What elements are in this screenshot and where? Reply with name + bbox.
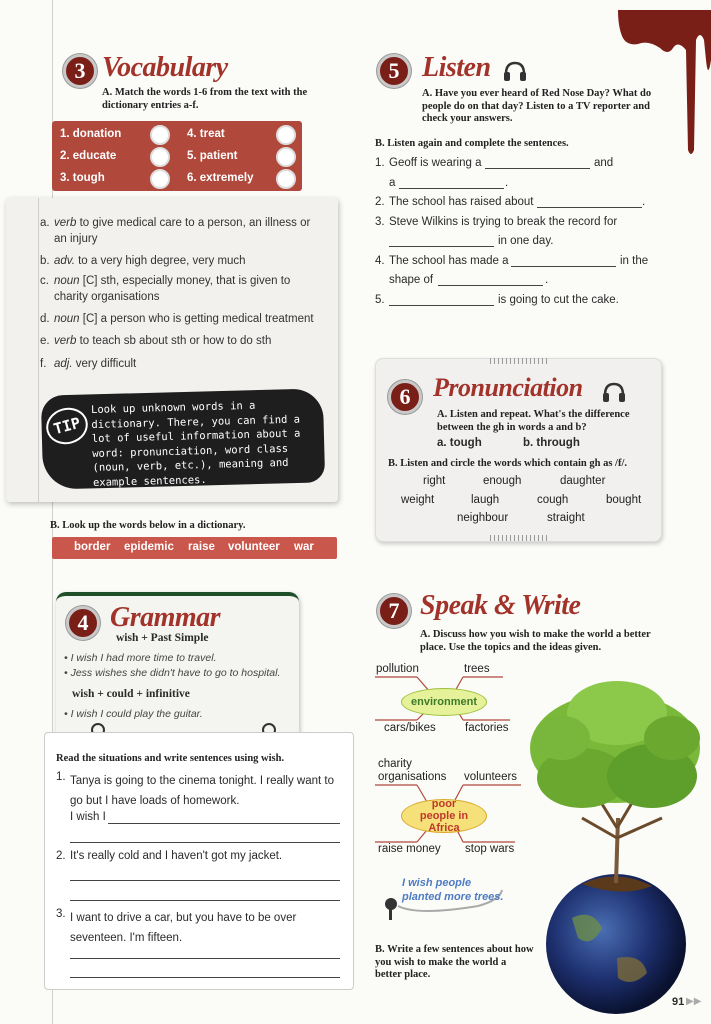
item-number: 1. [375,157,385,169]
headphones-icon [602,381,626,408]
dictionary-entry: a. verb to give medical care to a person, an illness or an injury [40,217,311,245]
answer-circle[interactable] [276,169,296,189]
bubble-text: I wish people planted more trees. [402,877,504,903]
answer-line[interactable] [70,977,340,978]
grammar-example: • I wish I had more time to travel. [64,652,217,664]
instruction: Read the situations and write sentences using wish. [56,753,285,764]
answer-circle[interactable] [276,125,296,145]
sentence-text: . [642,196,646,208]
mindmap-topic: raise money [378,843,441,855]
sentence-text: Steve Wilkins is trying to break the record for [389,216,618,228]
sentence-text: shape of [389,274,434,286]
section-title: Speak & Write [420,590,581,621]
lookup-word: border [74,541,111,553]
word-2: 2. educate [60,150,117,162]
mindmap-topic: stop wars [465,843,515,855]
item-number: 2. [56,850,66,862]
section-number: 3 [63,54,97,88]
section-number: 6 [388,380,422,414]
situation-text: Tanya is going to the cinema tonight. I really want to go but I have loads of homework. [70,775,335,807]
sentence-text: The school has raised about [389,196,534,208]
sentence-text: a [389,177,396,189]
dictionary-entry: b. adv. to a very high degree, very much [40,255,246,267]
tree-globe-illustration [522,668,708,1018]
answer-line[interactable] [70,958,340,959]
sentence-text: is going to cut the cake. [498,294,619,306]
pron-word[interactable]: neighbour [457,512,509,524]
dictionary-entry: f. adj. very difficult [40,358,137,370]
mindmap-topic: volunteers [464,771,518,783]
lookup-word: epidemic [124,541,174,553]
example-b: b. through [523,437,580,449]
book-spine [38,198,39,502]
sentence-text: . [545,274,549,286]
pron-word[interactable]: laugh [471,494,500,506]
pron-word[interactable]: enough [483,475,522,487]
section-number: 7 [377,594,411,628]
answer-blank[interactable] [399,188,504,189]
instruction-a: A. Listen and repeat. What's the difference between the gh in words a and b? [437,409,630,433]
answer-line[interactable] [70,842,340,843]
pron-word[interactable]: bought [606,494,642,506]
item-number: 4. [375,255,385,267]
mindmap-topic: pollution [376,663,419,675]
mindmap-center: environment [401,688,487,716]
answer-blank[interactable] [389,246,494,247]
pron-word[interactable]: daughter [560,475,606,487]
match-words-box [52,121,302,191]
instruction-b: B. Look up the words below in a dictionary. [50,520,246,531]
grammar-rule: wish + Past Simple [116,632,209,644]
item-number: 1. [56,771,66,783]
answer-line[interactable] [108,823,340,824]
section-number: 5 [377,54,411,88]
mindmap-topic: factories [465,722,509,734]
item-number: 5. [375,294,385,306]
sentence-text: The school has made a [389,255,509,267]
answer-line[interactable] [70,880,340,881]
instruction-a: A. Have you ever heard of Red Nose Day? What do people do on that day? Listen to a TV reporter and check your answers. [422,88,652,124]
instruction-b: B. Listen and circle the words which contain gh as /f/. [388,458,627,469]
word-3: 3. tough [60,172,105,184]
tip-label: TIP [42,403,92,449]
answer-circle[interactable] [150,147,170,167]
word-6: 6. extremely [187,172,254,184]
tip-text: Look up unknown words in a dictionary. There, you can find a lot of useful information about a word: pronunciation, word class (noun, verb, etc.), meaning and example sentences. [90,399,301,489]
section-title: Pronunciation [433,373,583,402]
section-title: Vocabulary [102,52,228,83]
item-number: 3. [56,908,66,920]
sentence-text: in the [620,255,649,267]
pron-word[interactable]: weight [401,494,435,506]
lookup-words-bar [52,537,337,559]
pron-word[interactable]: right [423,475,446,487]
answer-blank[interactable] [537,207,642,208]
section-title: Grammar [110,602,221,633]
sentence-text: Geoff is wearing a [389,157,482,169]
answer-circle[interactable] [276,147,296,167]
section-title: Listen [422,52,491,83]
answer-line[interactable] [70,900,340,901]
sentence-text: in one day. [498,235,554,247]
mindmap-topic: trees [464,663,490,675]
word-1: 1. donation [60,128,122,140]
instruction-a: A. Discuss how you wish to make the world a better place. Use the topics and the ideas given. [420,629,651,653]
lookup-word: volunteer [228,541,280,553]
headphones-icon [503,60,527,87]
item-number: 3. [375,216,385,228]
page-number: 91 [672,996,685,1008]
drip-decoration [618,0,711,160]
answer-blank[interactable] [389,305,494,306]
situation-text: It's really cold and I haven't got my jacket. [70,850,283,862]
box-tab [490,535,550,541]
dictionary-entry: e. verb to teach sb about sth or how to do sth [40,335,272,347]
answer-blank[interactable] [485,168,590,169]
answer-circle[interactable] [150,125,170,145]
word-5: 5. patient [187,150,238,162]
mindmap-center: poor people in Africa [401,799,487,833]
answer-blank[interactable] [511,266,616,267]
box-tab [490,358,550,364]
sentence-text: and [594,157,614,169]
answer-blank[interactable] [438,285,543,286]
word-4: 4. treat [187,128,225,140]
mindmap-topic: charity organisations [378,758,447,783]
grammar-example: • Jess wishes she didn't have to go to hospital. [64,667,281,679]
instruction-b: B. Write a few sentences about how you wish to make the world a better place. [375,944,534,980]
lookup-word: war [294,541,314,553]
grammar-example: • I wish I could play the guitar. [64,708,203,720]
pron-word[interactable]: cough [537,494,569,506]
mindmap-topic: cars/bikes [384,722,436,734]
pron-word[interactable]: straight [547,512,585,524]
grammar-rule: wish + could + infinitive [72,688,190,700]
answer-circle[interactable] [150,169,170,189]
dictionary-entry: d. noun [C] a person who is getting medical treatment [40,313,314,325]
dictionary-entry: c. noun [C] sth, especially money, that is given to charity organisations [40,275,291,303]
instruction-b: B. Listen again and complete the sentences. [375,138,569,149]
section-number: 4 [66,606,100,640]
situation-text: I want to drive a car, but you have to be over seventeen. I'm fifteen. [70,912,297,944]
lookup-word: raise [188,541,215,553]
example-a: a. tough [437,437,482,449]
next-page-icon[interactable]: ▶▶ [686,996,702,1007]
sentence-text: . [505,177,509,189]
instruction-a: A. Match the words 1-6 from the text with the dictionary entries a-f. [102,87,308,111]
item-number: 2. [375,196,385,208]
sentence-start: I wish I [70,811,106,823]
